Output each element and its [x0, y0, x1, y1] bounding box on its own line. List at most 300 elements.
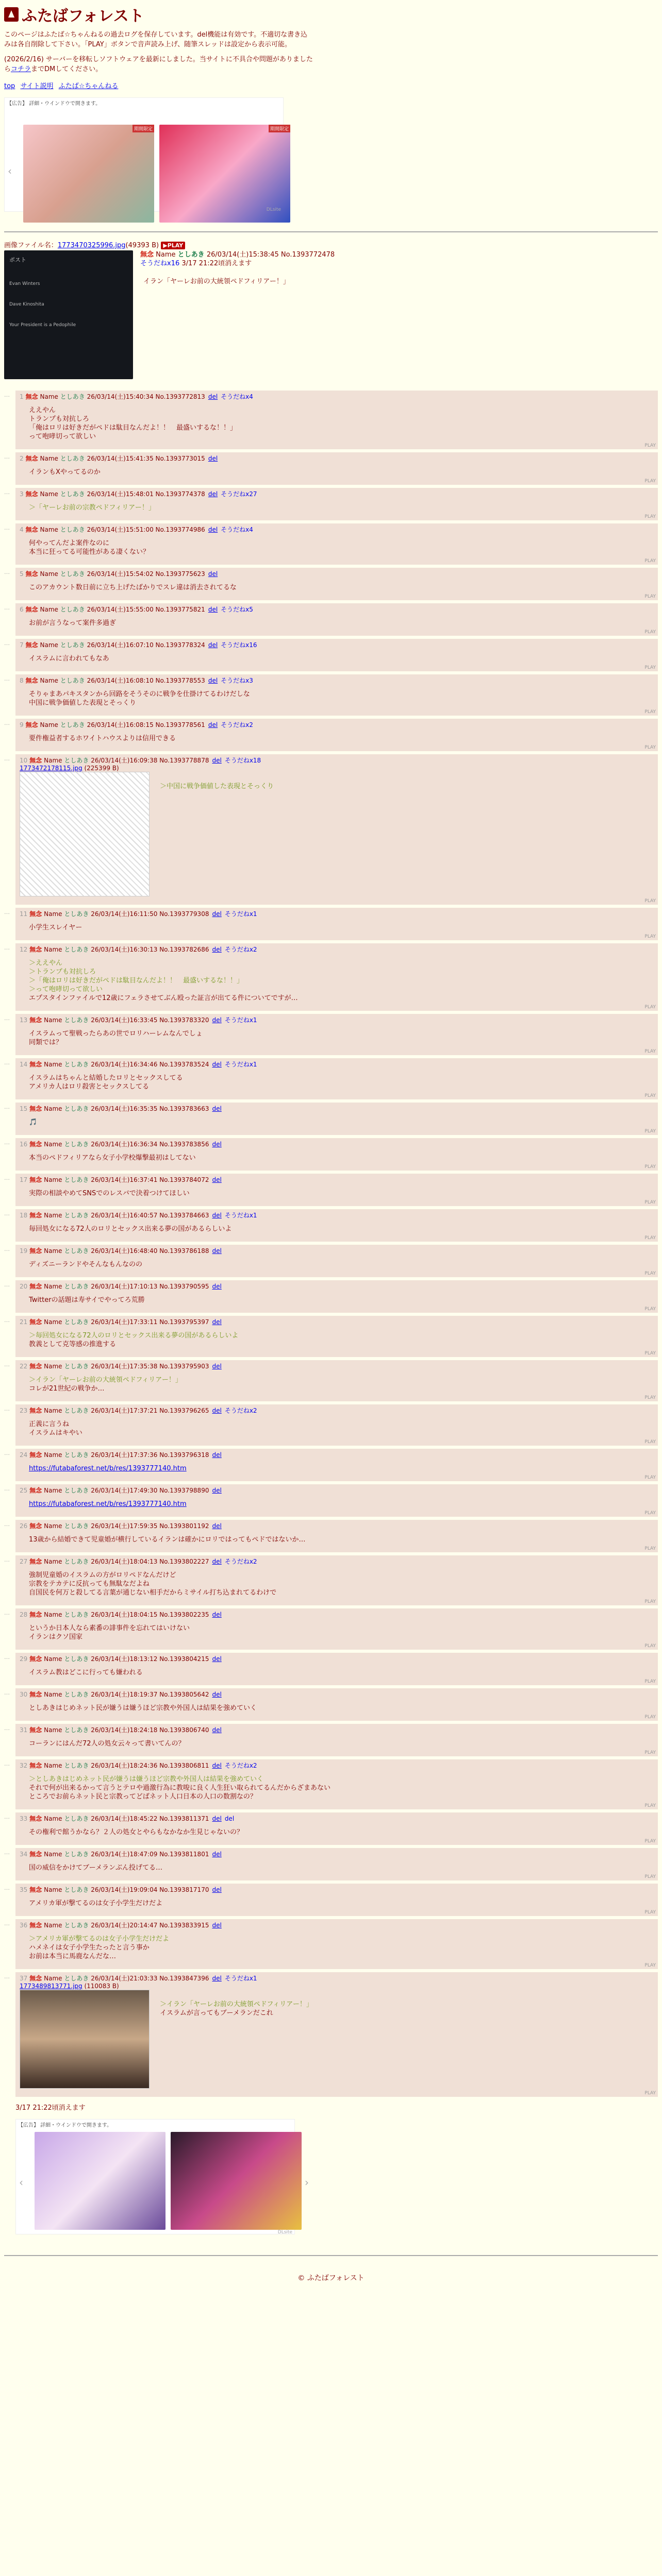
reply-title: 無念 — [29, 1975, 42, 1982]
reply-file-link[interactable]: 1773472178115.jpg — [20, 765, 82, 772]
play-button[interactable]: ▶PLAY — [161, 242, 185, 249]
play-button[interactable]: PLAY — [644, 665, 656, 670]
del-button[interactable]: del — [212, 1141, 222, 1148]
reply-marker: … — [4, 569, 10, 575]
name-label: Name — [44, 1283, 62, 1290]
ad-banner — [4, 97, 289, 212]
play-button[interactable]: PLAY — [644, 1679, 656, 1684]
reply-row — [4, 1653, 658, 1685]
play-button[interactable]: PLAY — [644, 1093, 656, 1098]
link-top[interactable]: top — [4, 82, 15, 90]
reply-number: 26 — [20, 1522, 28, 1530]
reply-date: 26/03/14(土)15:48:01 — [87, 490, 154, 498]
reply-marker: … — [4, 1689, 10, 1696]
del-button[interactable]: del — [208, 455, 218, 462]
reply-no: No.1393796318 — [159, 1451, 209, 1459]
reply-number: 24 — [20, 1451, 28, 1459]
reply-date: 26/03/14(土)16:37:41 — [91, 1176, 158, 1183]
del-button[interactable]: del — [208, 393, 218, 400]
del-button[interactable]: del — [212, 1247, 222, 1255]
reply-number: 29 — [20, 1655, 28, 1663]
reply-image[interactable] — [20, 772, 150, 896]
message-line: 自国民を何万と殺してる言葉が通じない相手だからミサイル打ち込まれてるわけで — [29, 1589, 277, 1597]
reply-title: 無念 — [25, 721, 38, 728]
del-button[interactable]: del — [208, 526, 218, 533]
reply-header — [20, 454, 654, 463]
reply-date: 26/03/14(土)18:04:13 — [91, 1558, 158, 1565]
reply-row — [4, 719, 658, 751]
tree-logo-icon — [4, 7, 19, 22]
play-button[interactable]: PLAY — [644, 1910, 656, 1915]
divider — [4, 231, 658, 232]
play-button[interactable]: PLAY — [644, 1511, 656, 1516]
play-button[interactable]: PLAY — [644, 1475, 656, 1480]
reply-no: No.1393784663 — [159, 1212, 209, 1219]
reply-header — [20, 676, 654, 685]
reply-box — [15, 943, 658, 1011]
ad-next-icon[interactable]: › — [305, 2176, 309, 2189]
reply-marker: … — [4, 1281, 10, 1288]
reply-no: No.1393773015 — [155, 455, 205, 462]
reply-no: No.1393774378 — [155, 490, 205, 498]
soudane-button[interactable]: そうだねx2 — [224, 946, 257, 953]
play-button[interactable]: PLAY — [644, 1439, 656, 1445]
reply-row — [4, 488, 658, 520]
reply-row — [4, 1014, 658, 1055]
op-file-link[interactable]: 1773470325996.jpg — [57, 242, 126, 249]
name-label: Name — [44, 1318, 62, 1326]
soudane-button[interactable]: そうだねx2 — [224, 1762, 257, 1769]
name-label: Name — [44, 1691, 62, 1698]
play-button[interactable]: PLAY — [644, 1643, 656, 1649]
play-button[interactable]: PLAY — [644, 1307, 656, 1312]
play-button[interactable]: PLAY — [644, 594, 656, 599]
name-label: Name — [44, 1061, 62, 1068]
reply-number: 28 — [20, 1611, 28, 1618]
play-button[interactable]: PLAY — [644, 1599, 656, 1604]
reply-header — [20, 1690, 654, 1699]
reply-name: としあき — [64, 1815, 89, 1822]
soudane-button[interactable]: そうだねx1 — [224, 1061, 257, 1068]
file-label: 画像ファイル名： — [4, 242, 58, 249]
reply-title: 無念 — [29, 1886, 42, 1893]
reply-date: 26/03/14(土)17:37:36 — [91, 1451, 158, 1459]
play-button[interactable]: PLAY — [644, 709, 656, 715]
link-futaba[interactable]: ふたば☆ちゃんねる — [58, 82, 119, 90]
reply-no: No.1393804215 — [159, 1655, 209, 1663]
soudane-button[interactable]: そうだねx1 — [224, 1212, 257, 1219]
reply-header — [20, 1282, 654, 1291]
del-button[interactable]: del — [212, 1762, 222, 1769]
reply-box — [15, 1884, 658, 1916]
reply-name: としあき — [64, 1558, 89, 1565]
reply-number: 5 — [20, 570, 24, 578]
name-label: Name — [44, 1212, 62, 1219]
reply-row — [4, 1848, 658, 1880]
reply-marker: … — [4, 640, 10, 647]
notice-post: までDMしてください。 — [31, 65, 103, 73]
del-button[interactable]: del — [212, 946, 222, 953]
del-button[interactable]: del — [212, 1176, 222, 1183]
reply-name: としあき — [64, 1922, 89, 1929]
ad-header: 【広告】 詳細・ウインドウで開きます。 — [18, 2123, 112, 2128]
del-button[interactable]: del — [212, 1851, 222, 1858]
reply-box — [15, 1688, 658, 1721]
play-button[interactable]: PLAY — [644, 1803, 656, 1808]
reply-link[interactable]: https://futabaforest.net/b/res/1393777140.htm — [29, 1465, 187, 1472]
reply-no: No.1393847396 — [159, 1975, 209, 1982]
play-button[interactable]: PLAY — [644, 1271, 656, 1276]
soudane-button[interactable]: そうだねx5 — [221, 606, 253, 613]
message-line: その権利で館うかなら？２人の処女とやらもなかなか生見じゃないの？ — [29, 1828, 244, 1836]
soudane-button[interactable]: そうだねx4 — [221, 393, 253, 400]
del-button[interactable]: del — [212, 1363, 222, 1370]
reply-message — [29, 734, 654, 743]
soudane-button[interactable]: そうだねx16 — [140, 260, 180, 267]
reply-no: No.1393775821 — [155, 606, 205, 613]
play-button[interactable]: PLAY — [644, 630, 656, 635]
reply-title: 無念 — [29, 1922, 42, 1929]
del-button[interactable]: del — [212, 757, 222, 764]
reply-marker: … — [4, 1405, 10, 1412]
reply-name: としあき — [64, 1407, 89, 1414]
reply-image[interactable] — [20, 1990, 150, 2089]
del-button[interactable]: del — [212, 1815, 222, 1822]
reply-message — [29, 1775, 654, 1801]
reply-box — [15, 452, 658, 485]
del-button[interactable]: del — [212, 1487, 222, 1494]
del-button[interactable]: del — [208, 490, 218, 498]
soudane-button[interactable]: そうだねx4 — [221, 526, 253, 533]
play-button[interactable]: PLAY — [644, 1005, 656, 1010]
notice — [4, 55, 313, 74]
name-label: Name — [40, 570, 58, 578]
message-line: エプスタインファイルで12歳にフェラさせてぶん殴った証言が出てる件についてですが… — [29, 994, 298, 1002]
message-line: 宗教をテカテに反抗っても無駄なだよね — [29, 1580, 150, 1588]
reply-message — [29, 1571, 654, 1597]
name-label: Name — [44, 1016, 62, 1024]
reply-header — [20, 1611, 654, 1619]
reply-name: としあき — [64, 1522, 89, 1530]
soudane-button[interactable]: そうだねx27 — [221, 490, 257, 498]
soudane-button[interactable]: そうだねx16 — [221, 641, 257, 649]
message-line: コレが21世紀の戦争か… — [29, 1385, 105, 1393]
thread-expire: 3/17 21:22頃消えます — [15, 2104, 86, 2112]
reply-box — [15, 1484, 658, 1517]
soudane-button[interactable]: そうだねx3 — [221, 677, 253, 684]
reply-date: 26/03/14(土)16:33:45 — [91, 1016, 158, 1024]
reply-title: 無念 — [29, 946, 42, 953]
reply-marker: … — [4, 604, 10, 611]
reply-title: 無念 — [25, 641, 38, 649]
play-button[interactable]: PLAY — [644, 1235, 656, 1241]
reply-message — [29, 503, 654, 512]
reply-header — [20, 393, 654, 401]
del-button[interactable]: del — [212, 1522, 222, 1530]
reply-row — [4, 674, 658, 716]
reply-file-line — [20, 765, 654, 772]
reply-name: としあき — [60, 677, 85, 684]
del-button[interactable]: del — [212, 1922, 222, 1929]
top-links — [4, 80, 659, 90]
name-label: Name — [44, 1363, 62, 1370]
play-button[interactable]: PLAY — [644, 1129, 656, 1134]
message-line: 強制児童婚のイスラムの方がロリペドなんだけど — [29, 1571, 176, 1579]
site-title: ふたばフォレスト — [22, 7, 144, 25]
reply-marker: … — [4, 1317, 10, 1324]
play-button[interactable]: PLAY — [644, 1874, 656, 1879]
reply-box — [15, 754, 658, 905]
message-line: 教義として克等感の推進する — [29, 1341, 117, 1348]
reply-number: 37 — [20, 1975, 28, 1982]
reply-name: としあき — [64, 1851, 89, 1858]
soudane-button[interactable]: そうだねx2 — [221, 721, 253, 728]
logo[interactable] — [4, 3, 659, 26]
del-button[interactable]: del — [212, 1655, 222, 1663]
play-button[interactable]: PLAY — [644, 1351, 656, 1356]
reply-date: 26/03/14(土)18:19:37 — [91, 1691, 158, 1698]
reply-name: としあき — [60, 526, 85, 533]
reply-number: 20 — [20, 1283, 28, 1290]
reply-row — [4, 391, 658, 449]
reply-title: 無念 — [25, 606, 38, 613]
reply-row — [4, 568, 658, 600]
reply-message — [29, 1074, 654, 1091]
soudane-button[interactable]: そうだねx1 — [224, 1016, 257, 1024]
play-button[interactable]: PLAY — [644, 1200, 656, 1205]
del-button[interactable]: del — [212, 1283, 222, 1290]
play-button[interactable]: PLAY — [644, 443, 656, 448]
message-line: 「俺はロリは好きだがペドは駄目なんだよ！！ 最盛いするな！！」 — [29, 424, 237, 432]
play-button[interactable]: PLAY — [644, 745, 656, 750]
message-line: イスラムって聖戦ったらあの世でロリハーレムなんでしょ — [29, 1030, 203, 1038]
name-label: Name — [44, 1487, 62, 1494]
del-button[interactable]: del — [212, 1105, 222, 1112]
del-button[interactable]: del — [212, 1016, 222, 1024]
reply-message — [29, 583, 654, 592]
file-size: (49393 B) — [125, 242, 159, 249]
reply-no: No.1393802227 — [159, 1558, 209, 1565]
del-button[interactable]: del — [212, 1318, 222, 1326]
reply-date: 26/03/14(土)17:49:30 — [91, 1487, 158, 1494]
name-label: Name — [44, 757, 62, 764]
reply-box — [15, 1245, 658, 1277]
del-button[interactable]: del — [208, 677, 218, 684]
reply-number: 2 — [20, 455, 24, 462]
reply-name: としあき — [64, 1975, 89, 1982]
reply-message — [29, 1828, 654, 1837]
reply-message — [29, 406, 654, 441]
ad-prev-icon[interactable]: ‹ — [8, 165, 12, 177]
soudane-button[interactable]: そうだねx1 — [224, 910, 257, 918]
reply-title: 無念 — [29, 1762, 42, 1769]
reply-no: No.1393833915 — [159, 1922, 209, 1929]
del-button[interactable]: del — [212, 1212, 222, 1219]
reply-date: 26/03/14(土)18:04:15 — [91, 1611, 158, 1618]
reply-number: 34 — [20, 1851, 28, 1858]
reply-marker: … — [4, 1485, 10, 1492]
reply-number: 18 — [20, 1212, 28, 1219]
reply-number: 33 — [20, 1815, 28, 1822]
reply-name: としあき — [60, 721, 85, 728]
del-button[interactable]: del — [212, 1611, 222, 1618]
del-button[interactable]: del — [208, 570, 218, 578]
reply-name: としあき — [64, 1886, 89, 1893]
del-button[interactable]: del — [212, 1451, 222, 1459]
reply-message — [29, 1154, 654, 1162]
op-thumbnail[interactable] — [4, 250, 133, 379]
del-button[interactable]: del — [212, 1407, 222, 1414]
reply-title: 無念 — [29, 910, 42, 918]
reply-row — [4, 754, 658, 905]
thumb-row: Your President is a Pedophile — [9, 323, 76, 328]
message-line: イランはクソ国家 — [29, 1633, 83, 1641]
soudane-button[interactable]: そうだねx2 — [224, 1407, 257, 1414]
play-button[interactable]: PLAY — [644, 558, 656, 564]
reply-number: 21 — [20, 1318, 28, 1326]
reply-title: 無念 — [29, 1611, 42, 1618]
reply-name: としあき — [64, 1363, 89, 1370]
play-button[interactable]: PLAY — [644, 1164, 656, 1170]
reply-title: 無念 — [25, 570, 38, 578]
reply-title: 無念 — [29, 1407, 42, 1414]
reply-header — [20, 1211, 654, 1219]
del-button[interactable]: del — [208, 641, 218, 649]
soudane-button[interactable]: そうだねx18 — [224, 757, 261, 764]
op-date: 26/03/14(土)15:38:45 — [206, 251, 279, 259]
del-button[interactable]: del — [212, 1558, 222, 1565]
name-label: Name — [44, 1922, 62, 1929]
reply-no: No.1393795397 — [159, 1318, 209, 1326]
ad-image[interactable] — [23, 125, 154, 223]
reply-header — [20, 1726, 654, 1734]
message-line: としあきはじめネット民が嫌うは嫌うほど宗教や外国人は結果を強めていく — [29, 1704, 257, 1712]
reply-message — [29, 1863, 654, 1872]
reply-title: 無念 — [29, 1815, 42, 1822]
del-button[interactable]: del — [212, 910, 222, 918]
link-about[interactable]: サイト説明 — [20, 82, 54, 90]
reply-number: 23 — [20, 1407, 28, 1414]
name-label: Name — [156, 251, 176, 259]
reply-date: 26/03/14(土)18:24:18 — [91, 1726, 158, 1734]
reply-marker: … — [4, 1104, 10, 1110]
ad-header: 【広告】 詳細・ウインドウで開きます。 — [7, 101, 101, 107]
ad-prev-icon[interactable]: ‹ — [19, 2176, 23, 2189]
message-line: というか日本人なら素番の誹事件を忘れてはいけない — [29, 1624, 190, 1632]
play-button[interactable]: PLAY — [644, 1963, 656, 1968]
play-button[interactable]: PLAY — [644, 1839, 656, 1844]
reply-file-link[interactable]: 1773489813771.jpg — [20, 1982, 82, 1990]
reply-no: No.1393798890 — [159, 1487, 209, 1494]
quote-line: ＞としあきはじめネット民が嫌うは嫌うほど宗教や外国人は結果を強めていく — [29, 1775, 264, 1783]
play-button[interactable]: PLAY — [644, 899, 656, 904]
reply-header — [20, 490, 654, 498]
message-line: ディズニーランドやそんなもんなのの — [29, 1261, 142, 1268]
reply-header — [20, 1140, 654, 1148]
reply-name: としあき — [64, 1726, 89, 1734]
quote-line: ＞トランプも対抗しろ — [29, 968, 96, 976]
reply-file-line — [20, 1982, 654, 1990]
message-line: コーランにはんだ72人の処女云々って書いてんの？ — [29, 1740, 185, 1748]
contact-link[interactable]: コチラ — [11, 65, 31, 73]
reply-number: 25 — [20, 1487, 28, 1494]
ad-image[interactable] — [171, 2132, 302, 2230]
reply-box — [15, 1316, 658, 1357]
name-label: Name — [44, 946, 62, 953]
thumb-row: Evan Winters — [9, 281, 40, 286]
reply-marker: … — [4, 1885, 10, 1891]
reply-file-size: (110083 B) — [84, 1982, 119, 1990]
del-button[interactable]: del — [212, 1061, 222, 1068]
del-button[interactable]: del — [212, 1886, 222, 1893]
reply-number: 15 — [20, 1105, 28, 1112]
reply-name: としあき — [60, 393, 85, 400]
reply-title: 無念 — [29, 1851, 42, 1858]
reply-no: No.1393772813 — [155, 393, 205, 400]
name-label: Name — [44, 1105, 62, 1112]
play-button[interactable]: PLAY — [644, 1715, 656, 1720]
reply-header — [20, 1060, 654, 1069]
soudane-button[interactable]: del — [224, 1815, 235, 1822]
reply-header — [20, 1362, 654, 1370]
reply-message — [29, 1420, 654, 1437]
reply-row — [4, 1884, 658, 1916]
reply-row — [4, 1724, 658, 1756]
reply-no: No.1393783320 — [159, 1016, 209, 1024]
del-button[interactable]: del — [208, 721, 218, 728]
del-button[interactable]: del — [212, 1691, 222, 1698]
reply-date: 26/03/14(土)16:34:46 — [91, 1061, 158, 1068]
reply-number: 1 — [20, 393, 24, 400]
del-button[interactable]: del — [208, 606, 218, 613]
reply-name: としあき — [64, 1611, 89, 1618]
reply-date: 26/03/14(土)16:30:13 — [91, 946, 158, 953]
reply-box — [15, 603, 658, 636]
del-button[interactable]: del — [212, 1975, 222, 1982]
play-button[interactable]: PLAY — [644, 1546, 656, 1551]
reply-title: 無念 — [25, 526, 38, 533]
reply-no: No.1393811801 — [159, 1851, 209, 1858]
play-button[interactable]: PLAY — [644, 479, 656, 484]
reply-date: 26/03/14(土)20:14:47 — [91, 1922, 158, 1929]
soudane-button[interactable]: そうだねx1 — [224, 1975, 257, 1982]
reply-header — [20, 910, 654, 918]
reply-row — [4, 1812, 658, 1845]
play-button[interactable]: PLAY — [644, 1049, 656, 1054]
play-button[interactable]: PLAY — [644, 2091, 656, 2096]
reply-date: 26/03/14(土)16:08:15 — [87, 721, 154, 728]
reply-box — [15, 391, 658, 449]
reply-number: 11 — [20, 910, 28, 918]
del-button[interactable]: del — [212, 1726, 222, 1734]
play-button[interactable]: PLAY — [644, 1750, 656, 1755]
reply-link[interactable]: https://futabaforest.net/b/res/1393777140.htm — [29, 1500, 187, 1508]
play-button[interactable]: PLAY — [644, 1395, 656, 1400]
reply-row — [4, 1280, 658, 1313]
ad-image[interactable] — [35, 2132, 166, 2230]
reply-header — [20, 605, 654, 614]
reply-date: 26/03/14(土)17:59:35 — [91, 1522, 158, 1530]
play-button[interactable]: PLAY — [644, 934, 656, 939]
name-label: Name — [44, 1762, 62, 1769]
reply-marker: … — [4, 1139, 10, 1146]
reply-marker: … — [4, 1725, 10, 1732]
message-line: イスラムに言われてもなあ — [29, 655, 109, 663]
reply-no: No.1393805642 — [159, 1691, 209, 1698]
reply-header — [20, 1921, 654, 1929]
soudane-button[interactable]: そうだねx2 — [224, 1558, 257, 1565]
play-button[interactable]: PLAY — [644, 514, 656, 519]
